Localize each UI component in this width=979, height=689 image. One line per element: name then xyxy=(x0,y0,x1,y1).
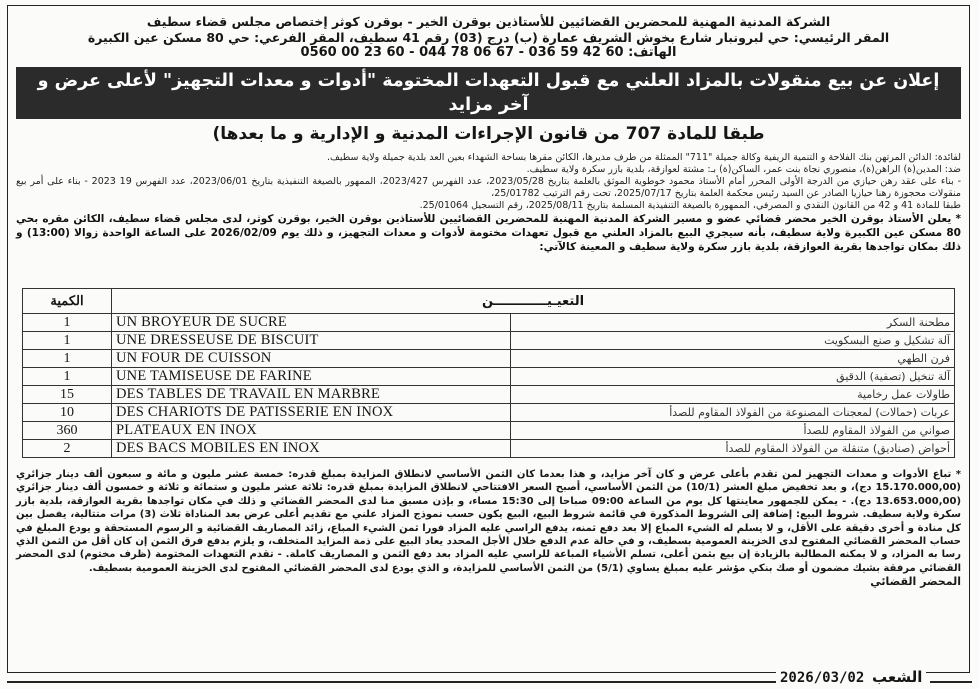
footer-rule-right xyxy=(930,681,972,683)
table-row xyxy=(23,368,955,386)
announcement-title: إعلان عن بيع منقولات بالمزاد العلني مع قبول التعهدات المختومة "أدوات و معدات التجهيز" لأعلى عرض و آخر مزايد xyxy=(16,67,961,119)
item-name-fr: UN FOUR DE CUISSON xyxy=(112,350,511,368)
item-name-fr: UNE TAMISEUSE DE FARINE xyxy=(112,368,511,386)
company-name: الشركة المدنية المهنية للمحضرين القضائيين للأستاذين بوقرن الخير - بوقرن كوثر إختصاص مجلس قضاء سطيف xyxy=(146,14,831,29)
item-qty: 2 xyxy=(23,440,112,458)
item-name-fr: UNE DRESSEUSE DE BISCUIT xyxy=(112,332,511,350)
item-qty: 1 xyxy=(23,332,112,350)
item-name-ar: عربات (حمالات) لمعجنات المصنوعة من الفولاذ المقاوم للصدأ xyxy=(511,404,955,422)
items-table xyxy=(22,288,955,458)
table-row xyxy=(23,314,955,332)
auction-notice: * يعلن الأستاذ بوقرن الخير محضر قضائي عضو و مسير الشركة المدنية المهنية للمحضرين القضائيين للأستاذين بوقرن الخير، بوقرن كوثر، لدى مجلس قضاء سطيف، الكائن مقره بحي 80 مسكن عين الكبيرة ولاية سطيف، بأنه سيجري البيع بالمزاد العلني مع قبول تعهدات مختومة لأدوات و معدات التجهيز، و ذلك يوم 2026/02/09 على الساعة الواحدة زوالا (13:00) و ذلك بمكان تواجدها بقرية العوازقة، بلدية بازر سكرة ولاية سطيف و المعينة كالآتي: xyxy=(16,212,961,253)
table-row xyxy=(23,386,955,404)
newspaper-name: الشعب xyxy=(868,668,926,686)
item-name-ar: آلة تشكيل و صنع البسكويت xyxy=(511,332,955,350)
publication-date: 2026/03/02 xyxy=(776,670,868,686)
announcement-subtitle: طبقا للمادة 707 من قانون الإجراءات المدنية و الإدارية و ما بعدها) xyxy=(212,123,765,144)
item-name-ar: صواني من الفولاذ المقاوم للصدأ xyxy=(511,422,955,440)
item-name-fr: PLATEAUX EN INOX xyxy=(112,422,511,440)
terms-section xyxy=(16,468,961,589)
company-address: المقر الرئيسي: حي لبرونبار شارع بخوش الشريف عمارة (ب) درج (03) رقم 41 سطيف، المقر الفرعي: حي 80 مسكن عين الكبيرة xyxy=(87,29,890,45)
item-name-ar: طاولات عمل رخامية xyxy=(511,386,955,404)
item-qty: 1 xyxy=(23,314,112,332)
header xyxy=(8,6,969,61)
item-name-ar: آلة تنخيل (تصفية) الدقيق xyxy=(511,368,955,386)
intro-paragraph: - بناء على عقد رهن حيازي من الدرجة الأولى المحرر أمام الأستاذ محمود خوطوية الموثق بالعلمة بتاريخ 2023/05/28، عدد الفهرس 2023/427، الممهور بالصيغة التنفيذية بتاريخ 2023/06/01، عدد الفهرس 19 2023 - بناء على أمر بيع منقولات محجوزة رهنا حيازيا الصادر عن السيد رئيس محكمة العلمة بتاريخ 2025/07/17، تحت رقم الترتيب 25/01782، xyxy=(16,175,961,199)
signature: المحضر القضائي xyxy=(870,575,961,589)
item-name-ar: مطحنة السكر xyxy=(511,314,955,332)
table-header-row xyxy=(23,289,955,314)
item-name-fr: DES TABLES DE TRAVAIL EN MARBRE xyxy=(112,386,511,404)
sale-terms: * تباع الأدوات و معدات التجهيز لمن تقدم بأعلى عرض و كان آخر مزايد، و هذا بعدما كان الثمن الأساسي لانطلاق المزايدة بمبلغ قدره: خمسة عشر مليون و مائة و سبعون ألف دينار جزائري (15.170.000,00 دج)، و بعد تخفيض مبلغ العشر (10/1) من الثمن الأساسي، أصبح السعر الافتتاحي لانطلاق المزايدة بمبلغ قدره: ثلاثة عشر مليون و ستمائة و ثلاثة و خمسون ألف دينار جزائري (13.653.000,00 دج). - يمكن للجمهور معاينتها كل يوم من الساعة 09:00 صباحا إلى 15:30 مساء، و بإذن مسبق منا لدى المحضر القضائي و ذلك في مكان تواجدها بقرية العوازقة، بلدية بازر سكرة ولاية سطيف. شروط البيع: إضافة إلى الشروط المذكورة في قائمة شروط البيع، البيع يكون حسب نموذج المزاد علني مع تقديم أعلى عرض بعد المناداة ثلاث (3) مرات متتالية، يفصل بين كل منادة و أخرى دقيقة على الأقل، و لا يسلم له الشيء المباع إلا بعد دفع ثمنه، يدفع الراسي عليه المزاد فورا ثمن الشيء المباع، زائد المصاريف القضائية و الرسوم المستحقة و يودع المبلغ في حساب المحضر القضائي المفتوح لدى الخزينة العمومية بسطيف، و في حالة عدم الدفع خلال الأجل المحدد يعاد البيع على ذمة المزايد المتخلف، و يلزم بدفع فرق الثمن إن كان أقل من الثمن الذي رسا به المزاد، و لا يمكنه المطالبة بالزيادة إن بيع بثمن أعلى، تسلم الأشياء المباعة للراسي عليه المزاد بعد دفع الثمن و المصاريف كاملة. - تقدم التعهدات المختومة (ظرف مختوم) لدى المحضر القضائي مرفقة بشيك مضمون أو صك بنكي مؤشر عليه بمبلغ يساوي (5/1) من الثمن الأساسي للمزايدة، و الذي يودع لدى المحضر القضائي المفتوح لدى الخزينة العمومية بسطيف. xyxy=(16,469,962,574)
table-row xyxy=(23,350,955,368)
table-row xyxy=(23,404,955,422)
footer-rule-left xyxy=(7,681,777,683)
intro-paragraph: لفائدة: الدائن المرتهن بنك الفلاحة و التنمية الريفية وكالة جميلة "711" الممثلة من طرف مديرها، الكائن مقرها بساحة الشهداء بعين العد بلدية جميلة ولاية سطيف. xyxy=(327,151,961,163)
item-qty: 15 xyxy=(23,386,112,404)
item-qty: 1 xyxy=(23,368,112,386)
table-row xyxy=(23,422,955,440)
table-row xyxy=(23,440,955,458)
intro-paragraph: طبقا للمادة 41 و 42 من القانون النقدي و المصرفي، الممهورة بالصيغة التنفيذية المسلمة بتاريخ 2025/08/11، رقم التسجيل 25/01064. xyxy=(419,199,961,211)
item-name-ar: فرن الطهي xyxy=(511,350,955,368)
qty-header: الكمية xyxy=(23,289,112,314)
company-phone: الهاتف: 60 42 59 036 - 67 06 78 044 - 60 23 00 0560 xyxy=(300,45,677,60)
designation-header: التعيـيــــــــــــن xyxy=(112,289,955,314)
item-name-fr: DES BACS MOBILES EN INOX xyxy=(112,440,511,458)
intro-paragraph: ضد: المدين(ة) الراهن(ة)، منصوري نجاة بنت عمر، الساكن(ة) بـ: مشتة لعوازقة، بلدية بازر سكرة ولاية سطيف. xyxy=(526,163,961,175)
item-qty: 10 xyxy=(23,404,112,422)
item-name-fr: DES CHARIOTS DE PATISSERIE EN INOX xyxy=(112,404,511,422)
item-name-fr: UN BROYEUR DE SUCRE xyxy=(112,314,511,332)
item-qty: 360 xyxy=(23,422,112,440)
item-qty: 1 xyxy=(23,350,112,368)
page-footer xyxy=(0,668,979,689)
announcement-frame xyxy=(7,5,970,673)
intro-section xyxy=(8,146,969,254)
table-row xyxy=(23,332,955,350)
item-name-ar: أحواض (صناديق) متنقلة من الفولاذ المقاوم للصدأ xyxy=(511,440,955,458)
